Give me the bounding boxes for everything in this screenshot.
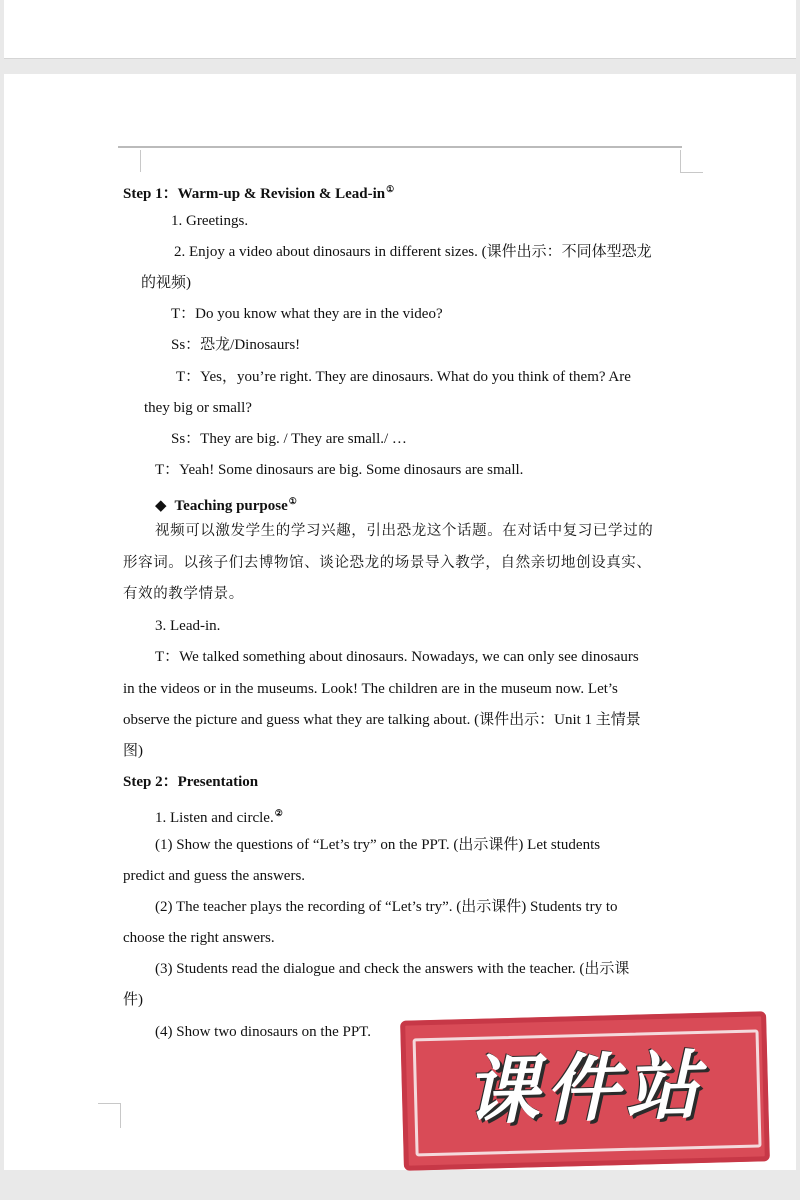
greetings-line: 1. Greetings. (171, 213, 249, 229)
item-3-line-2: 件) (123, 992, 143, 1008)
header-rule (118, 146, 682, 148)
item-2-line-2: choose the right answers. (123, 930, 275, 946)
students-answer-2: Ss：They are big. / They are small./ … (171, 431, 407, 447)
footnote-marker: ① (288, 496, 297, 506)
teaching-purpose-heading (155, 491, 297, 516)
watermark-logo-text: 课件站 (463, 1042, 707, 1136)
footnote-marker: ① (386, 184, 395, 194)
item-1-line-2: predict and guess the answers. (123, 868, 306, 884)
step1-title: Step 1：Warm-up & Revision & Lead-in (123, 186, 386, 202)
item-3-line-1: (3) Students read the dialogue and check the answers with the teacher. (出示课 (155, 961, 630, 977)
purpose-line-3: 有效的教学情景。 (123, 586, 244, 602)
teacher-question-2-line-2: they big or small? (144, 400, 252, 416)
teacher-question-1: T：Do you know what they are in the video? (171, 306, 443, 322)
teacher-answer-3: T：Yeah! Some dinosaurs are big. Some dinosaurs are small. (155, 462, 524, 478)
lead-in-line-4: 图) (123, 743, 143, 759)
watermark-stamp (400, 1011, 770, 1171)
item-2-line-1: (2) The teacher plays the recording of “Let’s try”. (出示课件) Students try to (155, 899, 618, 915)
crop-mark-top-right (680, 150, 703, 173)
item-1-line-1: (1) Show the questions of “Let’s try” on the PPT. (出示课件) Let students (155, 837, 601, 853)
step1-heading (123, 179, 394, 204)
teacher-question-2-line-1: T：Yes，you’re right. They are dinosaurs. What do you think of them? Are (176, 369, 631, 385)
lead-in-line-1: T：We talked something about dinosaurs. Nowadays, we can only see dinosaurs (155, 649, 639, 665)
crop-mark-bottom-left (98, 1103, 121, 1128)
video-line-1: 2. Enjoy a video about dinosaurs in different sizes. (课件出示：不同体型恐龙 (174, 244, 652, 260)
lead-in-line-2: in the videos or in the museums. Look! The children are in the museum now. Let’s (123, 681, 618, 697)
video-line-2: 的视频) (141, 275, 191, 291)
purpose-line-1: 视频可以激发学生的学习兴趣，引出恐龙这个话题。在对话中复习已学过的 (155, 523, 654, 539)
footnote-marker: ② (274, 808, 283, 818)
item-4-line: (4) Show two dinosaurs on the PPT. (155, 1024, 371, 1040)
listen-circle-text: 1. Listen and circle. (155, 810, 274, 826)
listen-circle-line (155, 803, 283, 828)
lead-in-line-3: observe the picture and guess what they are talking about. (课件出示：Unit 1 主情景 (123, 712, 641, 728)
crop-mark-top-left (118, 150, 141, 172)
previous-page (4, 0, 796, 59)
purpose-line-2: 形容词。以孩子们去博物馆、谈论恐龙的场景导入教学，自然亲切地创设真实、 (123, 555, 652, 571)
teaching-purpose-title: Teaching purpose (174, 498, 288, 514)
students-answer-1: Ss：恐龙/Dinosaurs! (171, 337, 301, 353)
step2-heading: Step 2：Presentation (123, 774, 259, 790)
lead-in-heading: 3. Lead-in. (155, 618, 221, 634)
diamond-bullet-icon: ◆ (155, 498, 167, 514)
